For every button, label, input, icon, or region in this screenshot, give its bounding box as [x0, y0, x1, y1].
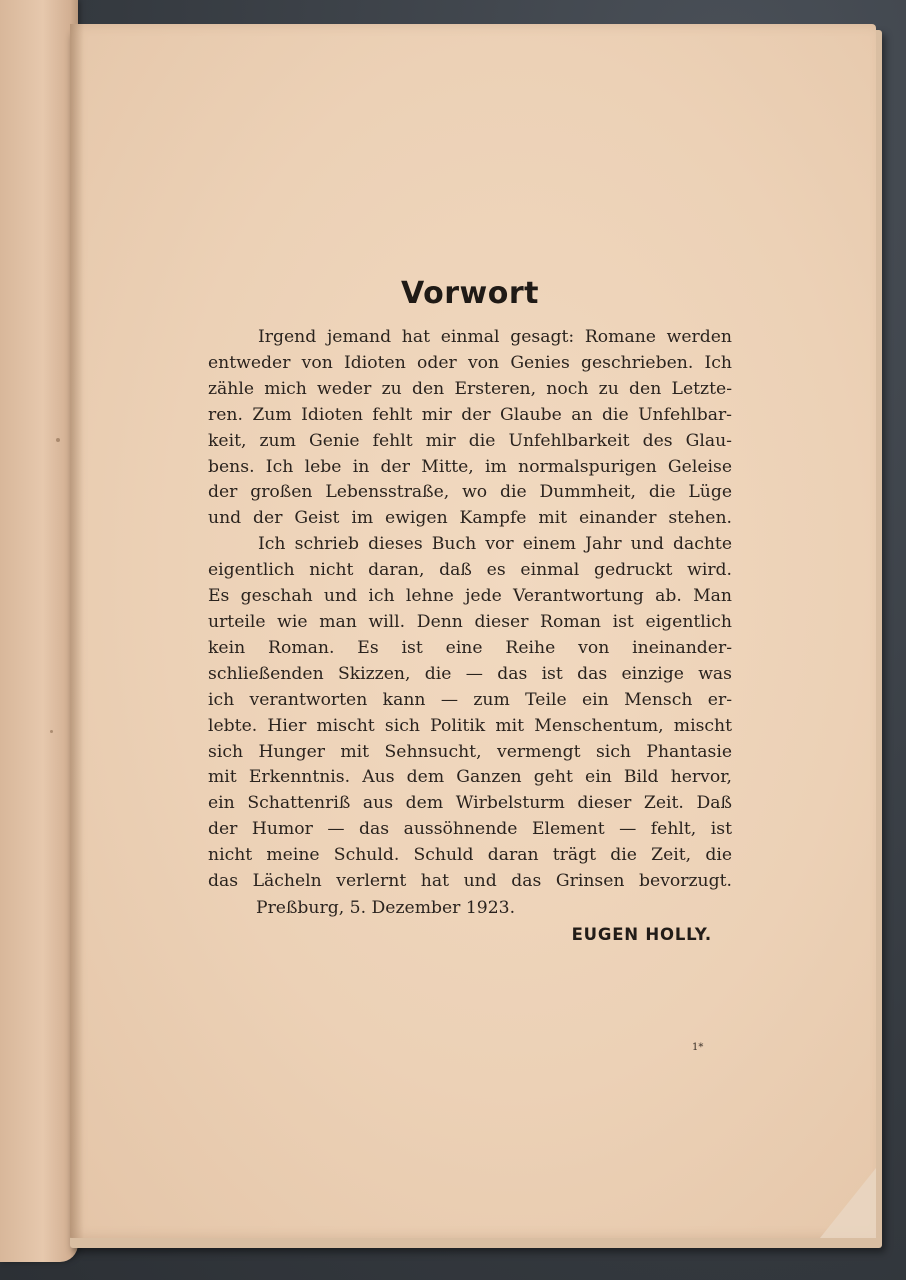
sheet-signature-mark: 1*: [692, 1042, 704, 1053]
text-line: der Humor — das aussöhnende Element — fehlt, ist: [208, 819, 732, 840]
text-line: urteile wie man will. Denn dieser Roman ist eigentlich: [208, 611, 732, 632]
text-line: schließenden Skizzen, die — das ist das einzige was: [208, 663, 732, 684]
text-line: Ich schrieb dieses Buch vor einem Jahr und dachte: [258, 534, 732, 555]
text-line: Irgend jemand hat einmal gesagt: Romane werden: [258, 327, 732, 347]
text-line: lebte. Hier mischt sich Politik mit Menschentum, mischt: [208, 715, 732, 736]
paper-spot: [56, 438, 60, 442]
text-line: das Lächeln verlernt hat und das Grinsen bevorzugt.: [208, 871, 732, 892]
text-line: ren. Zum Idioten fehlt mir der Glaube an die Unfehlbar-: [208, 404, 732, 425]
paragraph-2: [208, 532, 732, 895]
book-page: [70, 24, 876, 1238]
text-line: entweder von Idioten oder von Genies geschrieben. Ich: [208, 352, 732, 373]
preface-text-block: [208, 276, 732, 944]
text-line: ein Schattenriß aus dem Wirbelsturm dieser Zeit. Daß: [208, 793, 732, 814]
text-line: sich Hunger mit Sehnsucht, vermengt sich Phantasie: [208, 741, 732, 762]
paragraph-1: [208, 325, 732, 532]
gutter-shadow: [70, 24, 84, 1238]
paper-spot: [50, 730, 53, 733]
text-line: und der Geist im ewigen Kampfe mit einander stehen.: [208, 508, 732, 529]
text-line: Es geschah und ich lehne jede Verantwortung ab. Man: [208, 586, 732, 607]
text-line: ich verantworten kann — zum Teile ein Mensch er-: [208, 689, 732, 710]
torn-corner: [820, 1168, 876, 1238]
text-line: eigentlich nicht daran, daß es einmal gedruckt wird.: [208, 560, 732, 581]
text-line: mit Erkenntnis. Aus dem Ganzen geht ein Bild hervor,: [208, 767, 732, 788]
place-date: Preßburg, 5. Dezember 1923.: [256, 897, 516, 918]
text-line: zähle mich weder zu den Ersteren, noch zu den Letzte-: [208, 378, 732, 399]
author-signature: EUGEN HOLLY.: [571, 924, 712, 944]
text-line: kein Roman. Es ist eine Reihe von ineinander-: [208, 637, 732, 658]
left-page-edge: [0, 0, 78, 1262]
text-line: bens. Ich lebe in der Mitte, im normalspurigen Geleise: [208, 456, 732, 477]
text-line: keit, zum Genie fehlt mir die Unfehlbarkeit des Glau-: [208, 430, 732, 451]
text-line: nicht meine Schuld. Schuld daran trägt die Zeit, die: [208, 845, 732, 866]
page-title: Vorwort: [401, 276, 539, 311]
text-line: der großen Lebensstraße, wo die Dummheit, die Lüge: [208, 482, 732, 503]
